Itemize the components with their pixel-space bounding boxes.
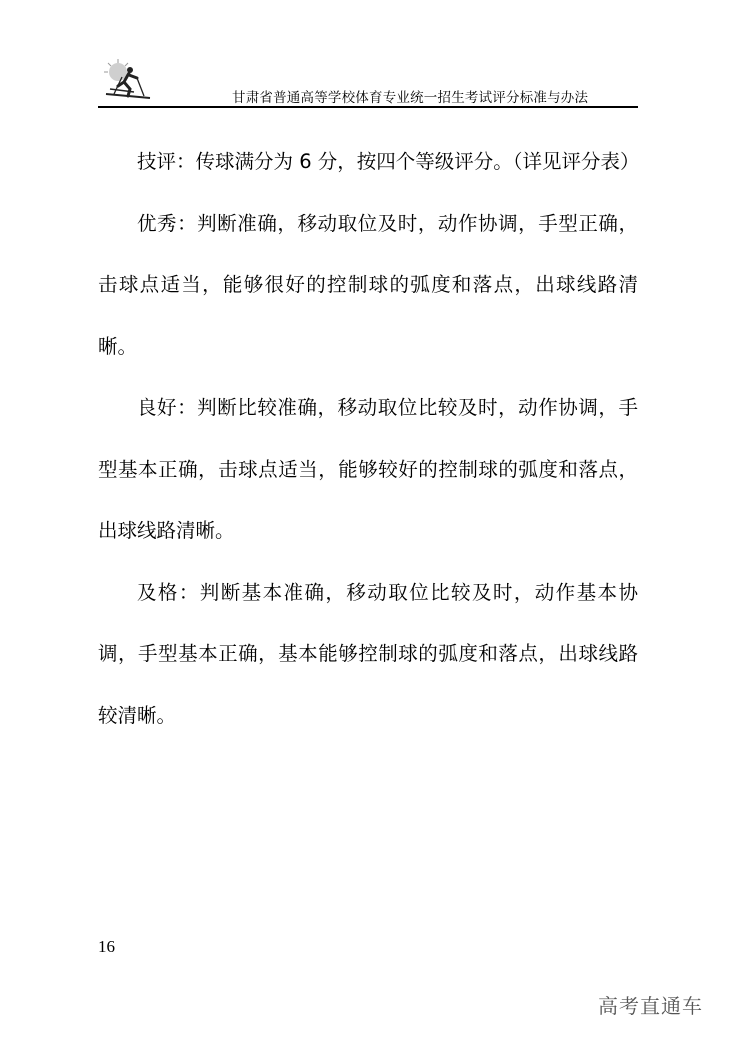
paragraph-pass: 及格：判断基本准确，移动取位比较及时，动作基本协调，手型基本正确，基本能够控制球的弧度和落点，出球线路较清晰。 bbox=[98, 580, 638, 727]
skier-logo-icon bbox=[100, 58, 152, 102]
page-number: 16 bbox=[98, 937, 115, 956]
paragraph-excellent: 优秀：判断准确，移动取位及时，动作协调，手型正确，击球点适当，能够很好的控制球的弧度和落点，出球线路清晰。 bbox=[98, 211, 638, 358]
header-divider bbox=[98, 106, 638, 108]
paragraph-skill-scoring: 技评：传球满分为 6 分，按四个等级评分。（详见评分表） bbox=[137, 150, 640, 173]
watermark-text: 高考直通车 bbox=[598, 994, 703, 1018]
document-body bbox=[98, 131, 638, 746]
paragraph-good: 良好：判断比较准确，移动取位比较及时，动作协调，手型基本正确，击球点适当，能够较好的控制球的弧度和落点，出球线路清晰。 bbox=[98, 396, 638, 542]
header-title: 甘肃省普通高等学校体育专业统一招生考试评分标准与办法 bbox=[232, 90, 589, 106]
